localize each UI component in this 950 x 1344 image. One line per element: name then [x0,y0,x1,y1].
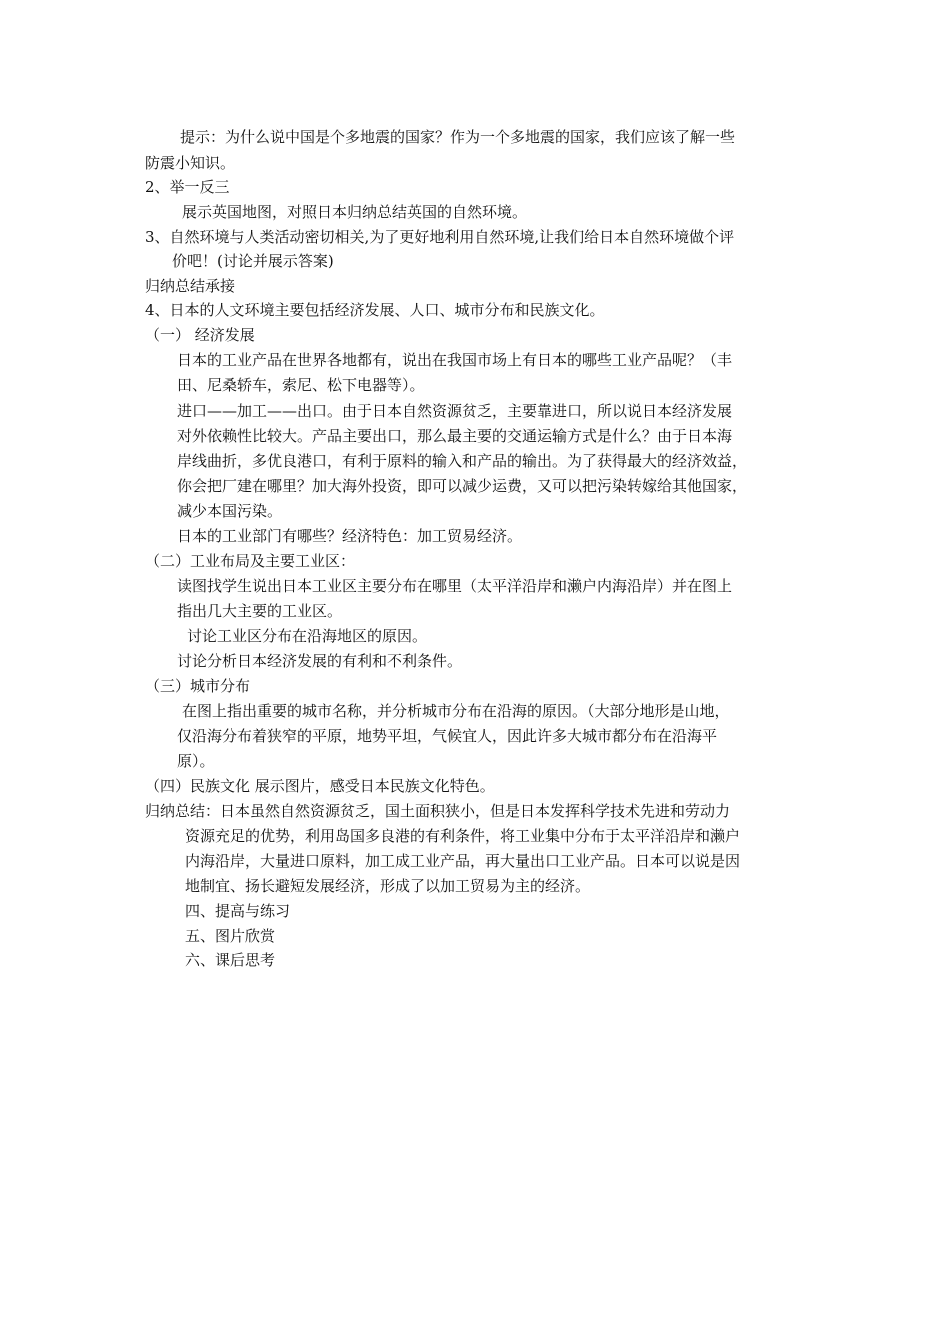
text-line: 价吧！(讨论并展示答案) [172,252,334,270]
section-heading: （二）工业布局及主要工业区： [145,552,356,570]
text-line: 展示英国地图，对照日本归纳总结英国的自然环境。 [182,203,528,221]
section-heading: （一） 经济发展 [145,326,255,344]
text-line: 日本的工业部门有哪些？经济特色：加工贸易经济。 [177,527,523,545]
text-line: 防震小知识。 [145,154,236,172]
section-heading: 六、课后思考 [185,951,276,969]
section-heading: （四）民族文化 展示图片，感受日本民族文化特色。 [145,777,495,795]
text-line: 减少本国污染。 [177,502,283,520]
text-line: 田、尼桑轿车，索尼、松下电器等）。 [177,376,425,394]
text-line: 进口——加工——出口。由于日本自然资源贫乏，主要靠进口，所以说日本经济发展 [177,402,733,420]
section-heading: 五、图片欣赏 [185,927,276,945]
text-line: 4、日本的人文环境主要包括经济发展、人口、城市分布和民族文化。 [145,301,605,319]
text-line: 资源充足的优势，利用岛国多良港的有利条件，将工业集中分布于太平洋沿岸和濑户 [185,827,741,845]
text-line: 地制宜、扬长避短发展经济，形成了以加工贸易为主的经济。 [185,877,591,895]
text-line: 仅沿海分布着狭窄的平原，地势平坦，气候宜人，因此许多大城市都分布在沿海平 [177,727,718,745]
section-heading: 四、提高与练习 [185,902,291,920]
text-line: 讨论工业区分布在沿海地区的原因。 [187,627,428,645]
text-line: 指出几大主要的工业区。 [177,602,343,620]
text-line: 提示：为什么说中国是个多地震的国家？作为一个多地震的国家，我们应该了解一些 [180,128,736,146]
section-heading: （三）城市分布 [145,677,251,695]
text-line: 内海沿岸，大量进口原料，加工成工业产品，再大量出口工业产品。日本可以说是因 [185,852,741,870]
text-line: 你会把厂建在哪里？加大海外投资，即可以减少运费，又可以把污染转嫁给其他国家， [177,477,748,495]
text-line: 归纳总结承接 [145,277,236,295]
text-line: 日本的工业产品在世界各地都有，说出在我国市场上有日本的哪些工业产品呢？（丰 [177,351,733,369]
text-line: 原）。 [177,752,215,770]
text-line: 3、自然环境与人类活动密切相关,为了更好地利用自然环境,让我们给日本自然环境做个评 [145,228,735,246]
text-line: 在图上指出重要的城市名称，并分析城市分布在沿海的原因。（大部分地形是山地， [182,702,730,720]
text-line: 对外依赖性比较大。产品主要出口，那么最主要的交通运输方式是什么？由于日本海 [177,427,733,445]
text-line: 归纳总结：日本虽然自然资源贫乏，国土面积狭小，但是日本发挥科学技术先进和劳动力 [145,802,731,820]
text-line: 讨论分析日本经济发展的有利和不利条件。 [177,652,463,670]
text-line: 读图找学生说出日本工业区主要分布在哪里（太平洋沿岸和濑户内海沿岸）并在图上 [177,577,733,595]
text-line: 岸线曲折，多优良港口，有利于原料的输入和产品的输出。为了获得最大的经济效益， [177,452,748,470]
text-line: 2、举一反三 [145,178,230,196]
